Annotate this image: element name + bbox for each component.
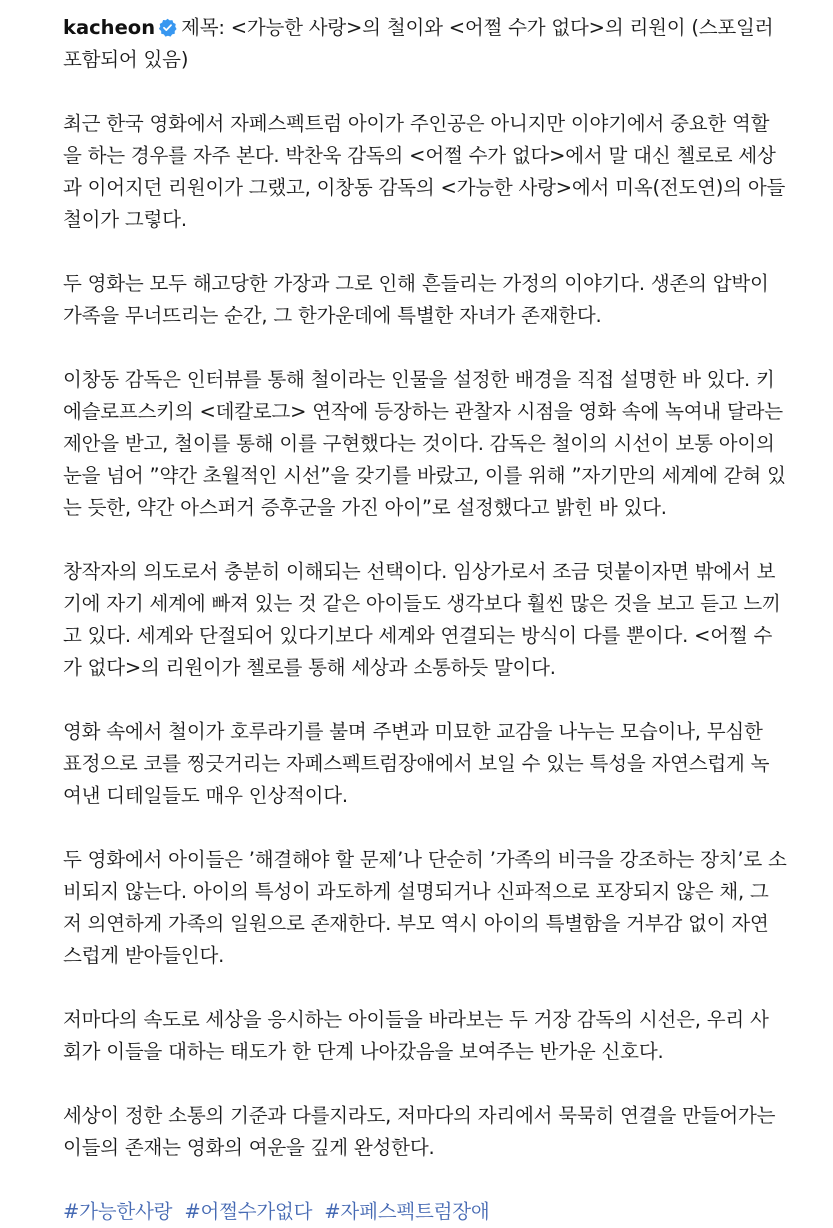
caption-paragraph: 영화 속에서 철이가 호루라기를 불며 주변과 미묘한 교감을 나누는 모습이나, 무심한 표정으로 코를 찡긋거리는 자페스펙트럼장애에서 보일 수 있는 특성을 자연스럽게 녹여낸 디테일들도 매우 인상적이다. bbox=[63, 720, 770, 807]
caption-paragraph: 두 영화는 모두 해고당한 가장과 그로 인해 흔들리는 가정의 이야기다. 생존의 압박이 가족을 무너뜨리는 순간, 그 한가운데에 특별한 자녀가 존재한다. bbox=[63, 272, 769, 327]
hashtag-link[interactable]: #가능한사랑 bbox=[63, 1200, 173, 1223]
caption-header bbox=[63, 12, 787, 76]
verified-badge-icon bbox=[158, 18, 177, 37]
username-link[interactable]: kacheon bbox=[63, 16, 156, 39]
caption-paragraph: 두 영화에서 아이들은 ’해결해야 할 문제’나 단순히 ’가족의 비극을 강조하는 장치’로 소비되지 않는다. 아이의 특성이 과도하게 설명되거나 신파적으로 포장되지 않은 채, 그저 의연하게 가족의 일원으로 존재한다. 부모 역시 아이의 특별함을 거부감 없이 자연스럽게 받아들인다. bbox=[63, 848, 787, 967]
caption-paragraph: 저마다의 속도로 세상을 응시하는 아이들을 바라보는 두 거장 감독의 시선은, 우리 사회가 이들을 대하는 태도가 한 단계 나아갔음을 보여주는 반가운 신호다. bbox=[63, 1008, 769, 1063]
caption-paragraph: 세상이 정한 소통의 기준과 다를지라도, 저마다의 자리에서 묵묵히 연결을 만들어가는 이들의 존재는 영화의 여운을 깊게 완성한다. bbox=[63, 1104, 776, 1159]
hashtag-link[interactable]: #어쩔수가없다 bbox=[184, 1200, 313, 1223]
hashtag-link[interactable]: #자페스펙트럼장애 bbox=[324, 1200, 490, 1223]
post-title: 제목: <가능한 사랑>의 철이와 <어쩔 수가 없다>의 리원이 (스포일러 포함되어 있음) bbox=[63, 16, 774, 71]
caption-paragraph: 창작자의 의도로서 충분히 이해되는 선택이다. 임상가로서 조금 덧붙이자면 밖에서 보기에 자기 세계에 빠져 있는 것 같은 아이들도 생각보다 훨씬 많은 것을 보고 듣고 느끼고 있다. 세계와 단절되어 있다기보다 세계와 연결되는 방식이 다를 뿐이다. <어쩔 수가 없다>의 리원이가 첼로를 통해 세상과 소통하듯 말이다. bbox=[63, 560, 781, 679]
caption-paragraph: 이창동 감독은 인터뷰를 통해 철이라는 인물을 설정한 배경을 직접 설명한 바 있다. 키에슬로프스키의 <데칼로그> 연작에 등장하는 관찰자 시점을 영화 속에 녹여내 달라는 제안을 받고, 철이를 통해 이를 구현했다는 것이다. 감독은 철이의 시선이 보통 아이의 눈을 넘어 ”약간 초월적인 시선”을 갖기를 바랐고, 이를 위해 ”자기만의 세계에 갇혀 있는 듯한, 약간 아스퍼거 증후군을 가진 아이”로 설정했다고 밝힌 바 있다. bbox=[63, 368, 786, 519]
caption-paragraph: 최근 한국 영화에서 자페스펙트럼 아이가 주인공은 아니지만 이야기에서 중요한 역할을 하는 경우를 자주 본다. 박찬욱 감독의 <어쩔 수가 없다>에서 말 대신 첼로로 세상과 이어지던 리원이가 그랬고, 이창동 감독의 <가능한 사랑>에서 미옥(전도연)의 아들 철이가 그렇다. bbox=[63, 112, 786, 231]
hashtag-list bbox=[63, 1196, 787, 1228]
